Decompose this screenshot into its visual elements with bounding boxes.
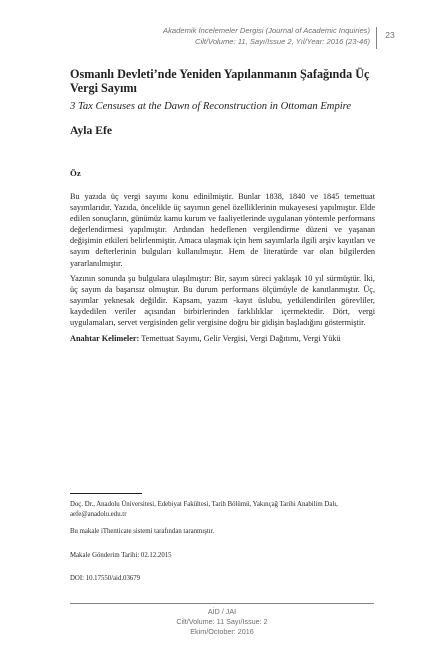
footer-journal: AİD / JAI — [207, 607, 237, 616]
abstract-heading: Öz — [70, 168, 81, 178]
abstract-body — [70, 191, 375, 344]
page-number: 23 — [385, 30, 395, 40]
keywords-label: Anahtar Kelimeler: — [70, 334, 140, 344]
footnote-submission-date: Makale Gönderim Tarihi: 02.12.2015 — [70, 552, 172, 559]
keywords — [70, 333, 375, 344]
running-header — [163, 26, 370, 47]
footnote-affiliation: Doç. Dr., Anadolu Üniversitesi, Edebiyat Fakültesi, Tarih Bölümü, Yakınçağ Tarihi Anabilim Dalı, aefe@anadolu.edu.tr — [70, 501, 338, 518]
journal-name: Akademik İncelemeler Dergisi (Journal of Academic Inquiries) — [163, 26, 370, 35]
footer-volume: Cilt/Volume: 11 Sayı/Issue: 2 — [176, 617, 268, 626]
footer-divider — [70, 603, 374, 604]
header-divider — [376, 27, 377, 49]
keywords-list: Temettuat Sayımı, Gelir Vergisi, Vergi Dağıtımı, Vergi Yükü — [141, 334, 341, 344]
footnote-divider — [70, 493, 142, 494]
author-name: Ayla Efe — [70, 124, 112, 137]
footnote-ithenticate: Bu makale iThenticate sistemi tarafından taranmıştır. — [70, 528, 215, 535]
volume-info: Cilt/Volume: 11, Sayı/Issue 2, Yıl/Year: 2016 (23-46) — [194, 36, 370, 46]
footer-date: Ekim/October: 2016 — [190, 627, 254, 636]
abstract-paragraph: Bu yazıda üç vergi sayımı konu edinilmiştir. Bunlar 1838, 1840 ve 1845 temettuat sayımlarıdır. Yazıda, öncelikle üç sayımın genel özelliklerinin mukayesesi yapılmıştır. Elde edilen sonuçların, günümüz kamu kurum ve faaliyetlerinde uygulanan yöntemle performans değerlendirmesi yapılmıştır. Ardından hedeflenen vergilendirme düzeni ve yaşanan değişimin etkileri belirlenmiştir. Amaca ulaşmak için hem sayımlarla ilgili arşiv kayıtları ve sayım defterlerinin bulguları kullanılmıştır. Hem de literatürde var olan bilgilerden yararlanılmıştır. — [70, 192, 375, 268]
footnote-doi: DOI: 10.17550/aid.03679 — [70, 575, 141, 582]
abstract-paragraph: Yazının sonunda şu bulgulara ulaşılmıştır: Bir, sayım süreci yaklaşık 10 yıl sürmüştür. İki, üç sayım da başarısız olmuştur. Bu durum performans ölçümüyle de kanıtlanmıştır. Üç, sayımlar yeknesak değildir. Kapsam, yazım -kayıt üslubu, yetkilendirilen görevliler, kaydedilen veriler açısından birbirlerinden farklılıklar içermektedir. Dört, vergi uygulamaları, servet vergisinden gelir vergisine doğru bir gidişin başladığını göstermiştir. — [70, 273, 375, 328]
article-subtitle: 3 Tax Censuses at the Dawn of Reconstruction in Ottoman Empire — [70, 101, 352, 112]
article-title: Osmanlı Devleti’nde Yeniden Yapılanmanın Şafağında Üç Vergi Sayımı — [70, 67, 370, 95]
